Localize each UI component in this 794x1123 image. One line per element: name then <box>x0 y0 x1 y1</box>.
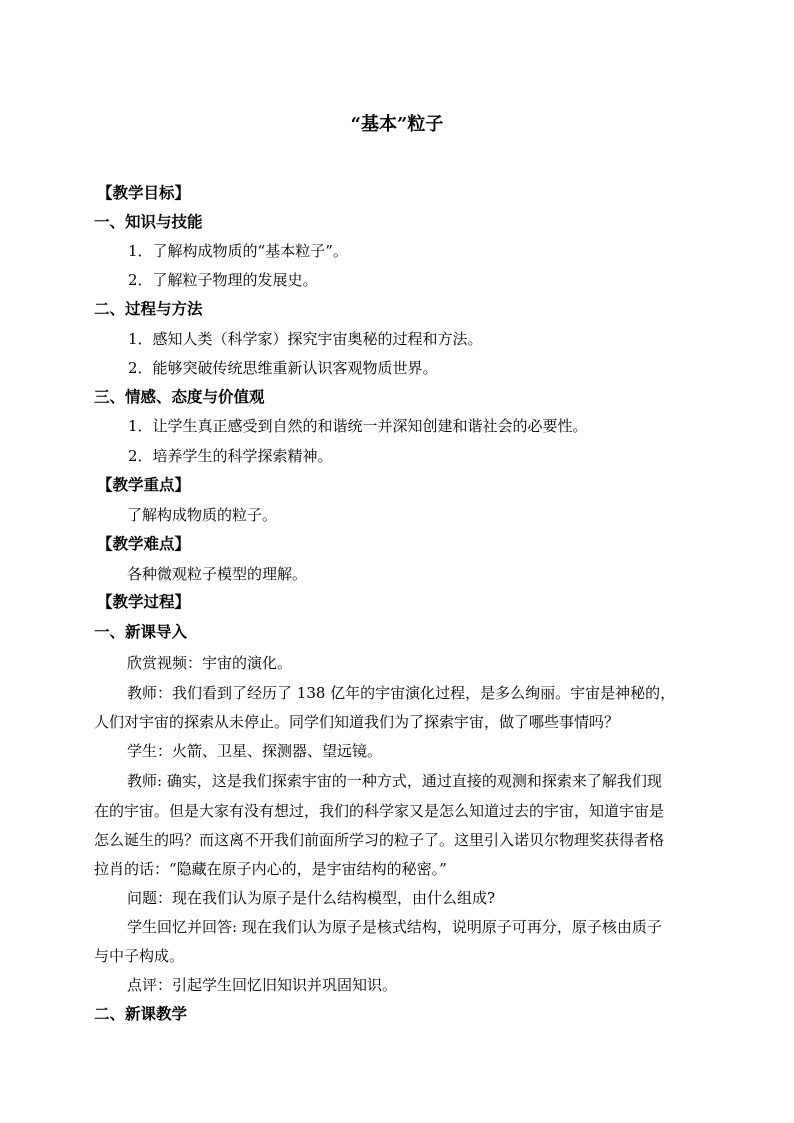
process-item-2: 2．能够突破传统思维重新认识客观物质世界。 <box>128 359 438 377</box>
heading-key-points: 【教学重点】 <box>97 475 191 494</box>
difficulties-text: 各种微观粒子模型的理解。 <box>127 565 308 583</box>
intro-line: 人们对宇宙的探索从未停止。同学们知道我们为了探索宇宙，做了哪些事情吗？ <box>94 713 620 731</box>
document-title: “基本”粒子 <box>350 114 444 135</box>
emotion-item-2: 2．培养学生的科学探索精神。 <box>128 447 333 465</box>
heading-new-lesson-teaching: 二、新课教学 <box>94 1004 188 1023</box>
process-item-1: 1．感知人类（科学家）探究宇宙奥秘的过程和方法。 <box>128 330 483 348</box>
knowledge-item-1: 1．了解构成物质的“基本粒子”。 <box>128 242 348 260</box>
intro-line: 教师: 确实，这是我们探索宇宙的一种方式，通过直接的观测和探索来了解我们现 <box>127 772 662 790</box>
heading-difficulties: 【教学难点】 <box>97 534 191 553</box>
heading-emotion-values: 三、情感、态度与价值观 <box>94 387 265 406</box>
heading-new-lesson-intro: 一、新课导入 <box>94 622 188 641</box>
heading-teaching-process: 【教学过程】 <box>97 592 191 611</box>
intro-line: 拉肖的话：“隐藏在原子内心的，是宇宙结构的秘密。” <box>94 860 447 878</box>
emotion-item-1: 1．让学生真正感受到自然的和谐统一并深知创建和谐社会的必要性。 <box>128 417 588 435</box>
intro-line: 教师：我们看到了经历了 138 亿年的宇宙演化过程，是多么绚丽。宇宙是神秘的， <box>127 684 676 702</box>
heading-process-methods: 二、过程与方法 <box>94 299 203 318</box>
intro-line: 问题：现在我们认为原子是什么结构模型，由什么组成? <box>127 889 496 907</box>
intro-line: 在的宇宙。但是大家有没有想过，我们的科学家又是怎么知道过去的宇宙，知道宇宙是 <box>94 802 665 820</box>
intro-line: 与中子构成。 <box>94 947 185 965</box>
knowledge-item-2: 2．了解粒子物理的发展史。 <box>128 271 318 289</box>
intro-line: 怎么诞生的吗？而这离不开我们前面所学习的粒子了。这里引入诺贝尔物理奖获得者格 <box>94 831 665 849</box>
heading-knowledge-skills: 一、知识与技能 <box>94 212 203 231</box>
key-points-text: 了解构成物质的粒子。 <box>127 506 278 524</box>
intro-line: 欣赏视频：宇宙的演化。 <box>127 654 293 672</box>
intro-line: 点评：引起学生回忆旧知识并巩固知识。 <box>127 976 398 994</box>
intro-line: 学生回忆并回答: 现在我们认为原子是核式结构，说明原子可再分，原子核由质子 <box>127 918 662 936</box>
heading-teaching-objectives: 【教学目标】 <box>97 183 191 202</box>
intro-line: 学生：火箭、卫星、探测器、望远镜。 <box>127 742 383 760</box>
